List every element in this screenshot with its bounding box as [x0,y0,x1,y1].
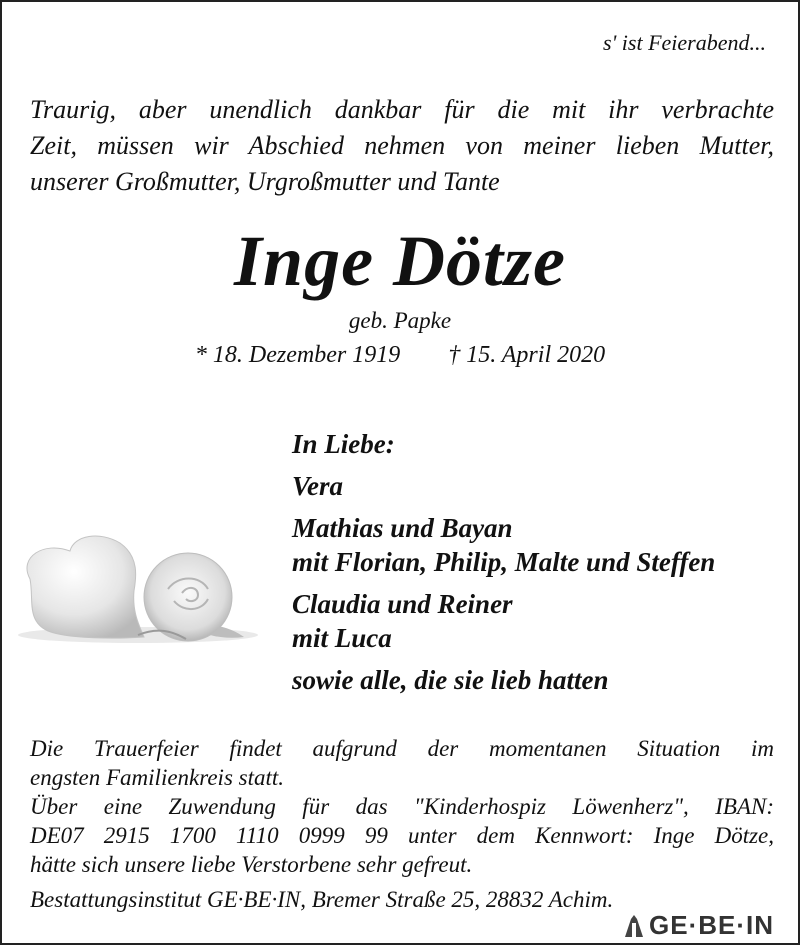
intro-line: unserer Großmutter, Urgroßmutter und Tante [30,167,500,196]
mourners-heading: In Liebe: [292,429,395,459]
funeral-home-address: Bestattungsinstitut GE·BE·IN, Bremer Straße 25, 28832 Achim. [30,887,614,912]
deceased-name: Inge Dötze [234,221,566,301]
info-line: Die Trauerfeier findet aufgrund der momentanen Situation im [30,736,774,761]
mourner-line: Mathias und Bayan [292,513,513,543]
mourner-line: Claudia und Reiner [292,589,513,619]
birth-name: geb. Papke [348,308,452,333]
logo-text: GE·BE·IN [649,910,774,940]
info-line: hätte sich unsere liebe Verstorbene sehr gefreut. [30,852,473,877]
mourner-line: mit Florian, Philip, Malte und Steffen [292,547,716,577]
heart-and-rose-image [8,527,258,652]
mourner-group [292,663,715,697]
mourner-group [292,511,715,579]
mourners-list [292,427,715,705]
heart-shape [27,536,144,638]
funeral-info [30,734,774,914]
funeral-home-logo [623,910,774,941]
rose-shape [144,553,232,641]
info-line: engsten Familienkreis statt. [30,765,285,790]
mourner-group [292,587,715,655]
intro-line: Traurig, aber unendlich dankbar für die mit ihr verbrachte [30,95,774,124]
intro-line: Zeit, müssen wir Abschied nehmen von meiner lieben Mutter, [30,131,774,160]
mourner-line: Vera [292,471,344,501]
life-dates [2,342,798,369]
info-line: Über eine Zuwendung für das "Kinderhospiz Löwenherz", IBAN: [30,794,774,819]
mourner-line: mit Luca [292,623,392,653]
mourner-line: sowie alle, die sie lieb hatten [292,665,609,695]
death-date: † 15. April 2020 [448,342,606,368]
birth-date: * 18. Dezember 1919 [194,342,401,368]
intro-text [30,92,774,200]
gebein-logo-mark-icon [623,913,645,939]
motto: s' ist Feierabend... [603,30,766,55]
mourner-group [292,469,715,503]
info-line: DE07 2915 1700 1110 0999 99 unter dem Kennwort: Inge Dötze, [30,823,774,848]
